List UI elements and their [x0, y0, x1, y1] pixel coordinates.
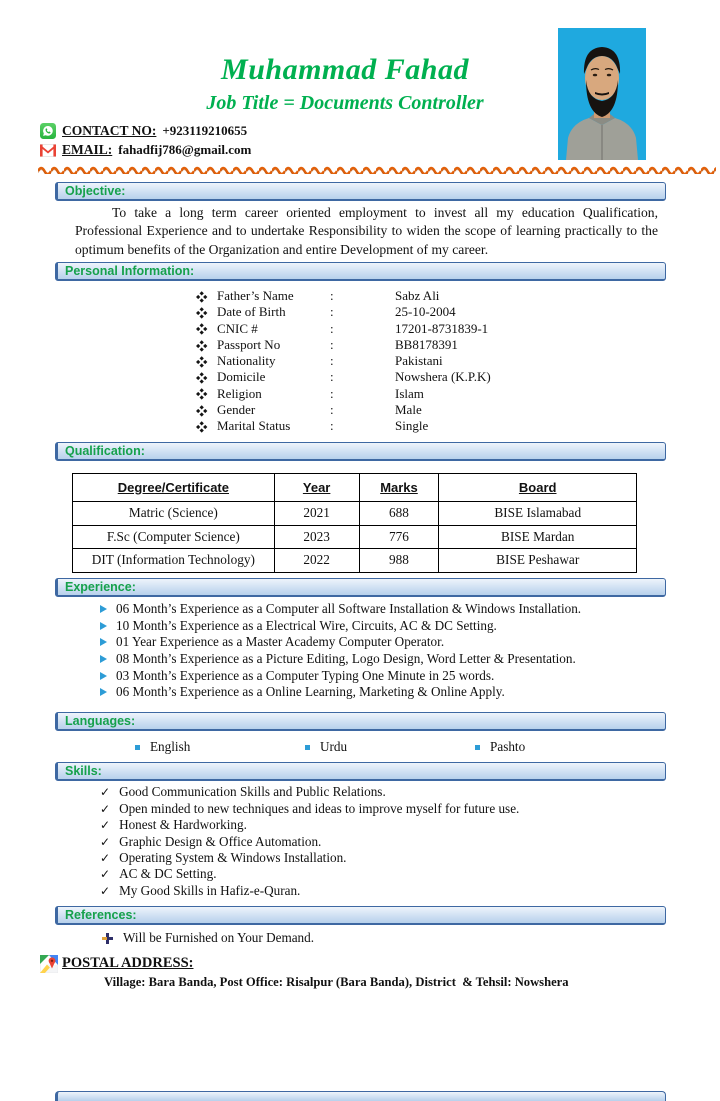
field-label: CNIC #: [217, 320, 258, 336]
diamond-bullet-icon: [199, 421, 204, 426]
table-cell: BISE Mardan: [439, 525, 637, 549]
table-cell: BISE Peshawar: [439, 549, 637, 573]
experience-text: 06 Month’s Experience as a Computer all Software Installation & Windows Installation.: [116, 601, 582, 617]
list-item: [100, 684, 675, 701]
field-label: Religion: [217, 385, 262, 401]
field-value: Islam: [395, 385, 424, 401]
personal-info-row: [198, 418, 618, 434]
field-value: Nowshera (K.P.K): [395, 369, 491, 385]
separator: :: [330, 288, 334, 304]
experience-text: 06 Month’s Experience as a Online Learning, Marketing & Online Apply.: [116, 684, 505, 700]
table-cell: F.Sc (Computer Science): [73, 525, 275, 549]
section-heading-label: Languages:: [65, 714, 136, 728]
skill-text: My Good Skills in Hafiz-e-Quran.: [119, 882, 301, 898]
column-header: Degree/Certificate: [73, 474, 275, 502]
page-title: Muhammad Fahad: [221, 53, 469, 86]
skill-text: Honest & Hardworking.: [119, 817, 247, 833]
list-item: [100, 866, 675, 882]
section-header-cutoff: [55, 1091, 666, 1101]
skill-text: Good Communication Skills and Public Relations.: [119, 784, 386, 800]
field-value: Pakistani: [395, 353, 443, 369]
personal-info-row: [198, 321, 618, 337]
separator: :: [330, 401, 334, 417]
separator: :: [330, 353, 334, 369]
references-text: Will be Furnished on Your Demand.: [123, 930, 315, 945]
field-value: 17201-8731839-1: [395, 320, 489, 336]
section-header-objective: [55, 182, 666, 201]
field-value: Male: [395, 401, 422, 417]
checkmark-icon: ✓: [100, 834, 111, 849]
diamond-bullet-icon: [199, 372, 204, 377]
list-item: [100, 618, 675, 635]
section-header-qualification: [55, 442, 666, 461]
field-value: Sabz Ali: [395, 288, 440, 304]
arrow-bullet-icon: [100, 605, 107, 613]
field-label: Nationality: [217, 353, 276, 369]
email-value: fahadfij786@gmail.com: [118, 142, 252, 157]
table-cell: Matric (Science): [73, 502, 275, 526]
personal-info-row: [198, 337, 618, 353]
skills-list: [100, 784, 675, 899]
diamond-bullet-icon: [199, 324, 204, 329]
column-header: Board: [439, 474, 637, 502]
field-label: Date of Birth: [217, 304, 286, 320]
diamond-bullet-icon: [199, 405, 204, 410]
gmail-icon: [40, 144, 56, 157]
diamond-bullet-icon: [199, 291, 204, 296]
job-title: Job Title = Documents Controller: [206, 92, 484, 114]
list-item: [100, 784, 675, 800]
diamond-bullet-icon: [199, 307, 204, 312]
list-item: [100, 800, 675, 816]
list-item: [100, 651, 675, 668]
diamond-bullet-icon: [199, 340, 204, 345]
section-heading-label: Experience:: [65, 580, 136, 594]
skill-text: AC & DC Setting.: [119, 866, 217, 882]
personal-info-row: [198, 353, 618, 369]
field-label: Domicile: [217, 369, 266, 385]
language-item: Urdu: [320, 739, 348, 754]
table-row: [73, 525, 637, 549]
separator: :: [330, 336, 334, 352]
separator: :: [330, 320, 334, 336]
field-label: Gender: [217, 401, 256, 417]
postal-address-text: Village: Bara Banda, Post Office: Risalpur (Bara Banda), District & Tehsil: Nowshera: [104, 975, 569, 989]
arrow-bullet-icon: [100, 672, 107, 680]
square-bullet-icon: [305, 745, 310, 750]
personal-info-row: [198, 402, 618, 418]
square-bullet-icon: [475, 745, 480, 750]
plus-bullet-icon: [102, 933, 113, 944]
experience-text: 01 Year Experience as a Master Academy Computer Operator.: [116, 634, 445, 650]
qualification-table: [72, 473, 637, 573]
separator: :: [330, 369, 334, 385]
personal-info-row: [198, 369, 618, 385]
contact-row: [40, 123, 247, 139]
table-cell: 988: [359, 549, 439, 573]
language-item: Pashto: [490, 739, 526, 754]
personal-info-row: [198, 288, 618, 304]
checkmark-icon: ✓: [100, 801, 111, 816]
personal-info-list: [198, 288, 618, 434]
section-header-experience: [55, 578, 666, 597]
list-item: [100, 883, 675, 899]
section-heading-label: References:: [65, 908, 137, 922]
contact-value: +923119210655: [162, 123, 248, 138]
list-item: [100, 817, 675, 833]
skill-text: Graphic Design & Office Automation.: [119, 833, 322, 849]
personal-info-row: [198, 386, 618, 402]
objective-text: To take a long term career oriented employment to invest all my education Qualification, Professional Experience and to undertake Responsibility to widen the scope of learning practically to the optimum benefits of the Organization and entire Development of my career.: [75, 205, 658, 257]
field-value: BB8178391: [395, 336, 458, 352]
section-header-languages: [55, 712, 666, 731]
table-cell: 2021: [274, 502, 359, 526]
table-row: [73, 549, 637, 573]
experience-text: 10 Month’s Experience as a Electrical Wire, Circuits, AC & DC Setting.: [116, 617, 497, 633]
table-cell: 2023: [274, 525, 359, 549]
diamond-bullet-icon: [199, 356, 204, 361]
whatsapp-icon: [40, 123, 56, 139]
postal-address-heading: POSTAL ADDRESS:: [62, 955, 194, 971]
personal-info-row: [198, 304, 618, 320]
section-header-personal-information: [55, 262, 666, 281]
field-label: Father’s Name: [217, 288, 294, 304]
google-maps-icon: [40, 955, 58, 973]
section-header-skills: [55, 762, 666, 781]
separator: :: [330, 304, 334, 320]
arrow-bullet-icon: [100, 688, 107, 696]
field-label: Passport No: [217, 336, 281, 352]
experience-list: [100, 601, 675, 701]
list-item: [100, 833, 675, 849]
section-heading-label: Skills:: [65, 764, 102, 778]
section-header-references: [55, 906, 666, 925]
contact-label: CONTACT NO:: [62, 123, 157, 138]
profile-photo: [558, 28, 646, 160]
list-item: [100, 850, 675, 866]
wavy-divider: [38, 161, 716, 171]
checkmark-icon: ✓: [100, 883, 111, 898]
field-label: Marital Status: [217, 418, 291, 434]
table-cell: 776: [359, 525, 439, 549]
separator: :: [330, 385, 334, 401]
email-row: [40, 142, 251, 158]
arrow-bullet-icon: [100, 655, 107, 663]
table-row: [73, 502, 637, 526]
section-heading-label: Objective:: [65, 184, 126, 198]
section-heading-label: Qualification:: [65, 444, 145, 458]
checkmark-icon: ✓: [100, 867, 111, 882]
checkmark-icon: ✓: [100, 785, 111, 800]
column-header: Marks: [359, 474, 439, 502]
list-item: [100, 601, 675, 618]
skill-text: Open minded to new techniques and ideas to improve myself for future use.: [119, 800, 520, 816]
separator: :: [330, 418, 334, 434]
list-item: [102, 930, 314, 946]
checkmark-icon: ✓: [100, 818, 111, 833]
table-header-row: [73, 474, 637, 502]
square-bullet-icon: [135, 745, 140, 750]
arrow-bullet-icon: [100, 622, 107, 630]
table-cell: 688: [359, 502, 439, 526]
checkmark-icon: ✓: [100, 850, 111, 865]
language-item: English: [150, 739, 191, 754]
experience-text: 03 Month’s Experience as a Computer Typing One Minute in 25 words.: [116, 667, 495, 683]
experience-text: 08 Month’s Experience as a Picture Editing, Logo Design, Word Letter & Presentation.: [116, 651, 576, 667]
field-value: Single: [395, 418, 429, 434]
table-cell: DIT (Information Technology): [73, 549, 275, 573]
email-label: EMAIL:: [62, 142, 113, 157]
table-cell: 2022: [274, 549, 359, 573]
list-item: [100, 634, 675, 651]
skill-text: Operating System & Windows Installation.: [119, 849, 347, 865]
list-item: [100, 667, 675, 684]
diamond-bullet-icon: [199, 389, 204, 394]
column-header: Year: [274, 474, 359, 502]
section-heading-label: Personal Information:: [65, 264, 195, 278]
arrow-bullet-icon: [100, 638, 107, 646]
field-value: 25-10-2004: [395, 304, 456, 320]
table-cell: BISE Islamabad: [439, 502, 637, 526]
